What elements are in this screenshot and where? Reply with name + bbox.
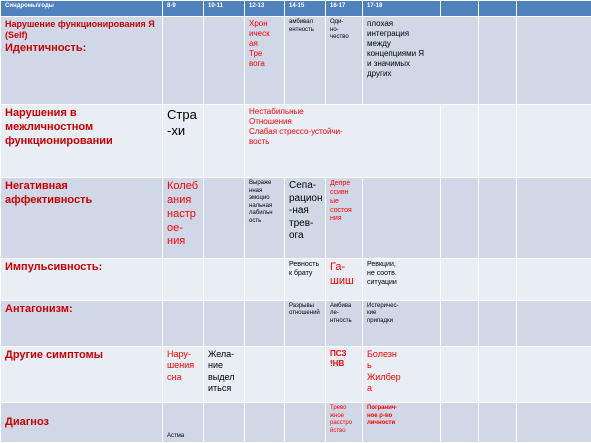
cell-impulsivity-17-18: Ревкции, не соотв. ситуации [363, 259, 441, 301]
cell-self-16-17: Оди- но- чество [326, 17, 363, 105]
cell-self-empty-3 [517, 17, 591, 105]
cell-impulsivity-8-9 [163, 259, 204, 301]
cell-interpersonal-empty-3 [517, 105, 591, 178]
cell-other-14-15 [285, 347, 326, 403]
cell-interpersonal-empty-2 [479, 105, 517, 178]
header-syndromes: Синдромы\годы [1, 1, 163, 17]
cell-antagonism-empty-3 [517, 300, 591, 346]
cell-self-17-18: плохая интеграция между концепциями Я и значимых других [363, 17, 479, 105]
cell-interpersonal-10-11 [204, 105, 245, 178]
cell-impulsivity-12-13 [245, 259, 285, 301]
cell-self-12-13: Хрон ическ ая Тре вога [245, 17, 285, 105]
cell-affect-10-11 [204, 178, 245, 259]
cell-impulsivity-empty-2 [479, 259, 517, 301]
header-10-11: 10-11 [204, 1, 245, 17]
row-diagnosis [1, 403, 591, 443]
header-empty-3 [517, 1, 591, 17]
cell-impulsivity-16-17: Га- шиш [326, 259, 363, 301]
cell-affect-16-17: Депре ссивн ые состоя ния [326, 178, 363, 259]
header-12-13: 12-13 [245, 1, 285, 17]
cell-other-empty-1 [441, 347, 479, 403]
cell-self-8-9 [163, 17, 204, 105]
header-14-15: 14-15 [285, 1, 326, 17]
cell-diagnosis-10-11 [204, 403, 245, 443]
cell-diagnosis-empty-1 [441, 403, 479, 443]
cell-diagnosis-14-15 [285, 403, 326, 443]
cell-antagonism-empty-1 [441, 300, 479, 346]
cell-antagonism-8-9 [163, 300, 204, 346]
cell-impulsivity-14-15: Ревность к брату [285, 259, 326, 301]
header-16-17: 16-17 [326, 1, 363, 17]
cell-diagnosis-16-17: Трево жное расстро йство [326, 403, 363, 443]
row-impulsivity-title: Импульсивность: [1, 259, 163, 301]
cell-affect-empty-3 [517, 178, 591, 259]
cell-diagnosis-empty-3 [517, 403, 591, 443]
cell-affect-14-15: Сепа- рацион -ная трев- ога [285, 178, 326, 259]
cell-antagonism-14-15: Разрывы отношений [285, 300, 326, 346]
cell-impulsivity-10-11 [204, 259, 245, 301]
row-self-subtitle: Идентичность: [5, 41, 87, 54]
cell-other-12-13 [245, 347, 285, 403]
row-other [1, 347, 591, 403]
cell-affect-empty-1 [441, 178, 479, 259]
row-interpersonal [1, 105, 591, 178]
row-impulsivity [1, 259, 591, 301]
cell-other-16-17: ПСЗ !НВ [326, 347, 363, 403]
cell-antagonism-10-11 [204, 300, 245, 346]
cell-interpersonal-8-9: Стра -хи [163, 105, 204, 178]
cell-other-empty-2 [479, 347, 517, 403]
cell-other-empty-3 [517, 347, 591, 403]
cell-diagnosis-12-13 [245, 403, 285, 443]
cell-interpersonal-span: Нестабильные Отношения Слабая стрессо-устойчи- вость [245, 105, 441, 178]
row-self-header [1, 17, 163, 105]
cell-antagonism-16-17: Амбива ле- нтность [326, 300, 363, 346]
cell-affect-17-18 [363, 178, 441, 259]
header-empty-2 [479, 1, 517, 17]
header-8-9: 8-9 [163, 1, 204, 17]
cell-affect-8-9: Колеб ания настр ое- ния [163, 178, 204, 259]
row-affect [1, 178, 591, 259]
cell-antagonism-empty-2 [479, 300, 517, 346]
cell-self-14-15: амбивал ентность [285, 17, 326, 105]
cell-affect-empty-2 [479, 178, 517, 259]
header-row [1, 1, 591, 17]
cell-other-10-11: Жела- ние выдел иться [204, 347, 245, 403]
cell-impulsivity-empty-1 [441, 259, 479, 301]
row-antagonism-title: Антагонизм: [1, 300, 163, 346]
row-self-title: Нарушение функционирования Я (Self) [5, 19, 155, 41]
cell-diagnosis-8-9: Астма [163, 403, 204, 443]
cell-antagonism-12-13 [245, 300, 285, 346]
cell-impulsivity-empty-3 [517, 259, 591, 301]
cell-self-10-11 [204, 17, 245, 105]
cell-affect-12-13: Выраже нная эмоцио нальная лабильн ость [245, 178, 285, 259]
cell-self-empty-2 [479, 17, 517, 105]
cell-antagonism-17-18: Истеричес- кие припадки [363, 300, 441, 346]
cell-interpersonal-empty-1 [441, 105, 479, 178]
header-17-18: 17-18 [363, 1, 441, 17]
cell-diagnosis-empty-2 [479, 403, 517, 443]
row-other-title: Другие симптомы [1, 347, 163, 403]
cell-other-17-18: Болезн ь Жилбер а [363, 347, 441, 403]
row-self [1, 17, 591, 105]
cell-diagnosis-17-18: Погранич- ное р-во личности [363, 403, 441, 443]
cell-other-8-9: Нару- шения сна [163, 347, 204, 403]
row-diagnosis-title: Диагноз [1, 403, 163, 443]
header-empty-1 [441, 1, 479, 17]
row-affect-title: Негативная аффективность [1, 178, 163, 259]
row-antagonism [1, 300, 591, 346]
row-interpersonal-title: Нарушения в межличностном функционировании [1, 105, 163, 178]
